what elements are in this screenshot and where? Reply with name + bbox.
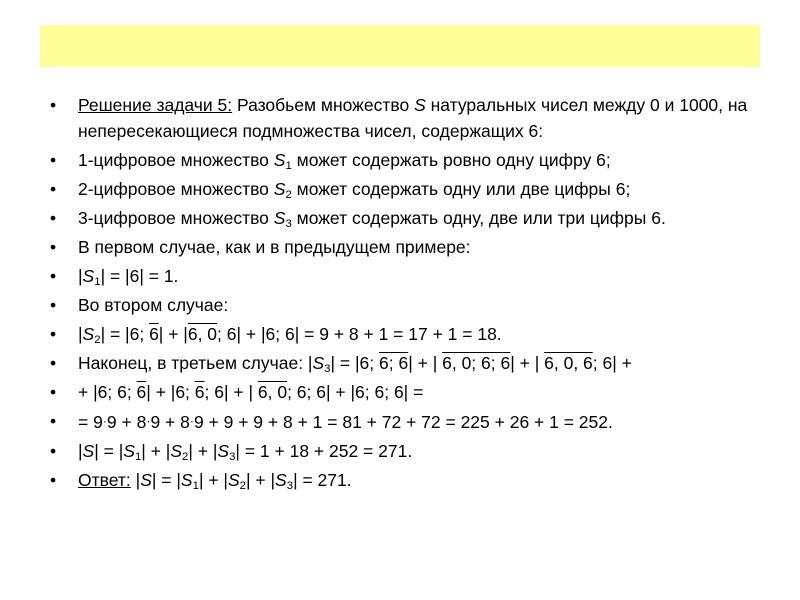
line-text: | + | [158, 324, 188, 344]
line-text: 9 + 8 [150, 412, 190, 433]
list-item [48, 438, 768, 464]
line-text: | = |6| = 1. [100, 266, 179, 286]
line-text: Во втором случае: [78, 295, 229, 315]
bullet: • [50, 411, 57, 431]
line-text: 1-цифровое множество [78, 150, 274, 170]
line-text: 9 + 9 + 9 + 8 + 1 = 81 + 72 + 72 = 225 + 26 + 1 = 252. [193, 412, 613, 433]
bullet: • [50, 353, 57, 373]
overlined-digits: 6, 0 [257, 382, 288, 402]
bullet: • [50, 179, 57, 199]
bullet: • [50, 441, 57, 462]
set-symbol: S [180, 470, 193, 491]
multiply-dot: · [189, 414, 194, 428]
line-text: | [78, 441, 83, 462]
line-text: В первом случае, как и в предыдущем примере: [78, 237, 471, 257]
set-symbol: S [82, 441, 95, 462]
list-item [48, 350, 768, 376]
solution-heading: Решение задачи 5: [78, 95, 233, 115]
set-symbol: S [227, 470, 240, 491]
multiply-dot: · [102, 414, 107, 428]
set-symbol: S [275, 470, 287, 491]
line-text: ; 6| + | [204, 382, 258, 402]
line-text: может содержать одну или две цифры 6; [291, 179, 631, 199]
subscript: 3 [285, 217, 292, 230]
overlined-digits: 6, 0, 6 [544, 353, 593, 373]
bullet: • [50, 266, 57, 286]
subscript: 2 [94, 333, 101, 346]
overlined-digits: 6, 0 [187, 324, 218, 344]
subscript: 2 [239, 479, 246, 492]
list-item [48, 92, 768, 144]
list-item [48, 234, 768, 260]
line-text: | + | [408, 353, 443, 373]
list-item [48, 147, 768, 173]
line-text: 9 + 8 [106, 412, 147, 433]
bullet: • [50, 382, 57, 402]
overlined-digits: 6, 0; 6; 6 [442, 353, 511, 373]
bullet: • [50, 295, 57, 315]
line-text: = 9 [78, 412, 103, 433]
list-item [48, 205, 768, 231]
overlined-digits: 6 [149, 324, 159, 344]
line-text: | = |6; [100, 324, 150, 344]
bullet: • [50, 470, 57, 491]
subscript: 1 [134, 450, 142, 463]
line-text: | = |6; [330, 353, 379, 373]
line-text: ; 6; 6| + |6; 6; 6| = [287, 382, 424, 402]
line-text: 3-цифровое множество [78, 208, 274, 228]
set-symbol: S [82, 266, 95, 286]
answer-label: Ответ: [78, 470, 131, 491]
subscript: 3 [324, 362, 331, 375]
list-item [48, 292, 768, 318]
list-item [48, 263, 768, 289]
subscript: 3 [229, 450, 236, 463]
line-text: Наконец, в третьем случае: | [78, 353, 313, 373]
overlined-digits: 6; 6 [379, 353, 409, 373]
bullet: • [50, 324, 57, 344]
set-symbol: S [82, 324, 95, 344]
line-text: ; 6| + |6; 6| = 9 + 8 + 1 = 17 + 1 = 18. [217, 324, 502, 344]
subscript: 1 [192, 479, 199, 492]
overlined-digits: 6 [136, 382, 147, 402]
set-symbol: S [273, 150, 286, 170]
line-text: натуральных чисел между 0 и 1000, на непересекающиеся подмножества чисел, содержащих 6: [78, 95, 748, 141]
line-text: | = 1 + 18 + 252 = 271. [235, 441, 413, 462]
bullet: • [50, 95, 57, 115]
line-text: 2-цифровое множество [78, 179, 274, 199]
line-text: | + | [198, 470, 228, 491]
bullet: • [50, 237, 57, 257]
line-text: может содержать одну, две или три цифры 6. [291, 208, 666, 228]
subscript: 2 [182, 450, 189, 463]
line-text: | + | [510, 353, 545, 373]
line-text: + |6; 6; [78, 382, 137, 402]
overlined-digits: 6 [194, 382, 205, 402]
set-symbol: S [273, 208, 286, 228]
list-item [48, 176, 768, 202]
line-text: | + | [141, 441, 171, 462]
list-item [48, 467, 768, 493]
set-symbol: S [123, 441, 135, 462]
subscript: 3 [286, 479, 294, 492]
line-text: | = 271. [293, 470, 352, 491]
line-text: ; 6| + [592, 353, 632, 373]
list-item [48, 408, 768, 435]
line-text: | [130, 470, 141, 491]
list-item [48, 379, 768, 405]
line-text: | [78, 324, 83, 344]
line-text: | = | [151, 470, 181, 491]
set-symbol: S [312, 353, 325, 373]
bullet: • [50, 150, 57, 170]
line-text: может содержать ровно одну цифру 6; [291, 150, 611, 170]
multiply-dot: · [146, 414, 151, 428]
line-text: | + | [246, 470, 276, 491]
line-text: | [78, 266, 83, 286]
set-symbol: S [170, 441, 183, 462]
subscript: 2 [285, 188, 292, 201]
line-text: | + | [188, 441, 218, 462]
solution-list [48, 92, 768, 496]
set-symbol: S [273, 179, 286, 199]
line-text: Разобьем множество [232, 95, 415, 115]
set-symbol: S [140, 470, 152, 491]
line-text: | = | [94, 441, 124, 462]
set-symbol: S [414, 95, 426, 115]
list-item [48, 321, 768, 347]
subscript: 1 [94, 275, 101, 288]
line-text: | + |6; [146, 382, 195, 402]
title-banner [40, 25, 760, 67]
bullet: • [50, 208, 57, 228]
set-symbol: S [217, 441, 230, 462]
subscript: 1 [285, 159, 292, 172]
